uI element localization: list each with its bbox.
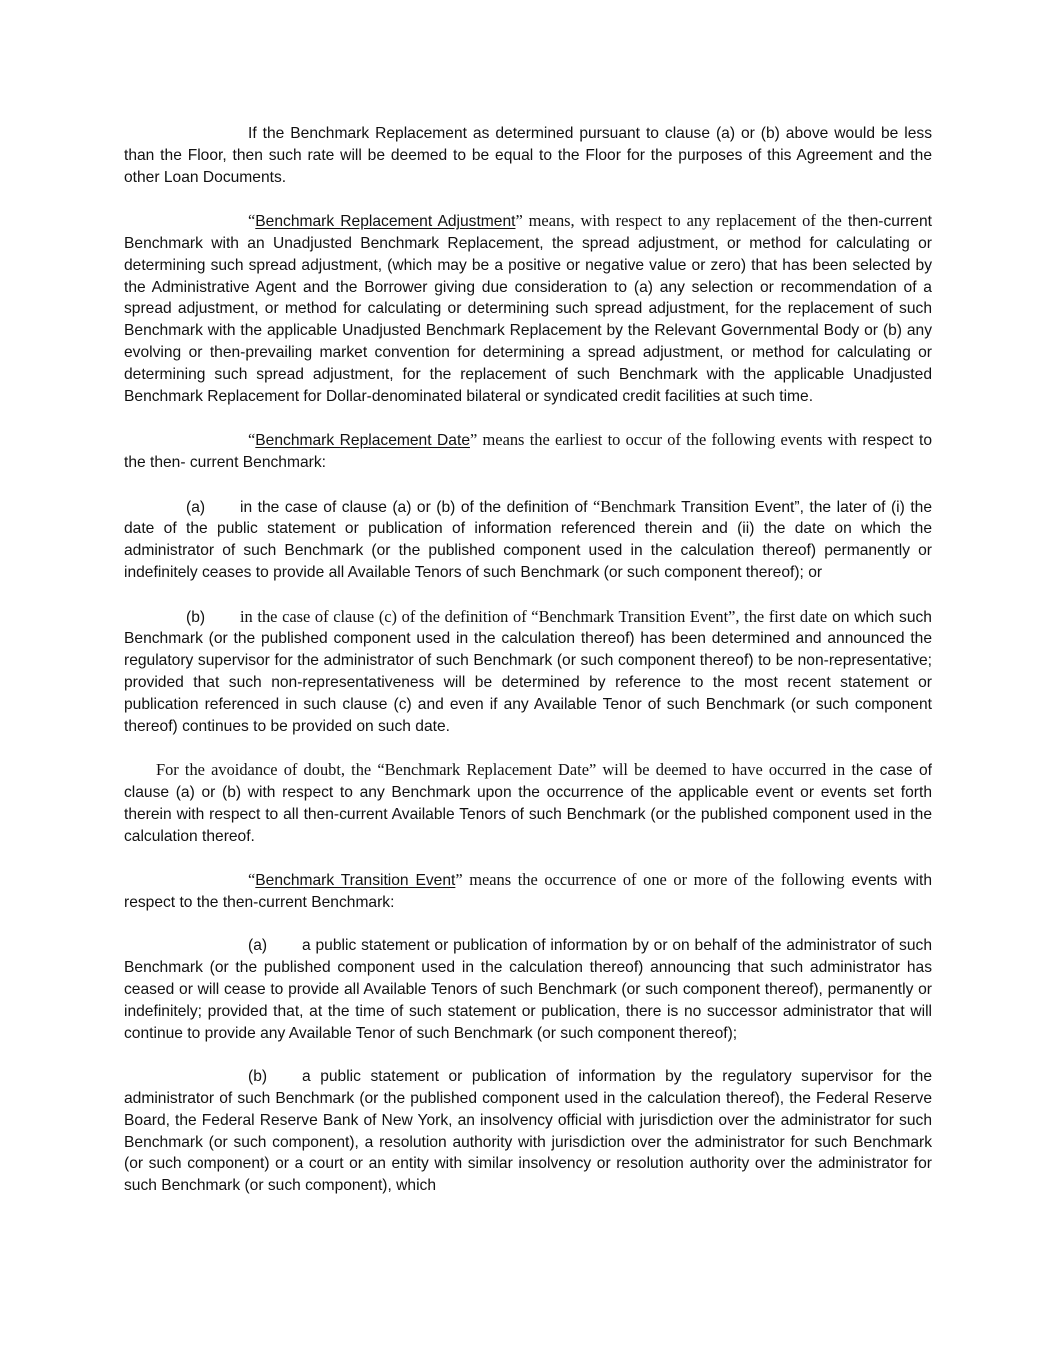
avoidance-lead: For the avoidance of doubt, the [156,760,378,780]
floor-paragraph-text: If the Benchmark Replacement as determined pursuant to clause (a) or (b) above would be less than the Floor, then such rate will be deemed to be equal to the Floor for the purposes of this Agreement and the other Loan Documents. [124,125,932,186]
adjustment-definition [124,210,932,407]
definition-body: events with respect to the then-current Benchmark: [124,872,933,911]
item-label: (a) [248,937,268,955]
avoidance-body: the case of clause (a) or (b) with respect to any Benchmark upon the occurrence of the applicable event or events set forth therein with respect to all then-current Available Tenors of such Benchmark (or the published component used in the calculation thereof. [124,762,932,845]
avoidance-paragraph [124,759,932,847]
replacement-date-item-b [124,606,932,738]
open-quote: “ [248,870,256,890]
item-label: (b) [186,608,206,626]
item-text-serif: “Benchmark [593,496,682,516]
item-text: a public statement or publication of information by the regulatory supervisor for the administrator of such Benchmark (or the published component used in the calculation thereof), the Federal Reserve Board, the Federal Reserve Bank of New York, an insolvency official with jurisdiction over the administrator for such Benchmark (or such component), a resolution authority with jurisdiction over the administrator for such Benchmark (or such component) or a court or an entity with similar insolvency or resolution authority over the administrator for such Benchmark (or such component), which [124,1068,932,1195]
means-phrase: ” means the occurrence of one or more of the following [455,870,845,890]
open-quote: “ [248,430,256,450]
document-page [124,123,932,1219]
item-label: (b) [248,1068,268,1086]
item-text: a public statement or publication of information by or on behalf of the administrator of such Benchmark (or the published component used in the calculation thereof) announcing that such administrator has ceased or will cease to provide all Available Tenors of such Benchmark (or such component thereof), permanently or indefinitely; provided that, at the time of such statement or publication, there is no successor administrator that will continue to provide any Available Tenor of such Benchmark (or such component thereof); [124,937,932,1042]
avoidance-serif: “Benchmark Replacement Date” will be deemed to have occurred in [377,760,846,780]
replacement-date-definition [124,429,932,474]
floor-paragraph [124,123,932,188]
defined-term: Benchmark Replacement Adjustment [255,213,516,231]
open-quote: “ [248,211,256,231]
item-label: (a) [186,498,206,516]
item-text-post: Transition Event”, the later of (i) the date of the public statement or publication of information referenced therein and (ii) the date on which the administrator of such Benchmark (or the published component used in the calculation thereof) permanently or indefinitely ceases to provide all Available Tenors of such Benchmark (or such component thereof); or [124,498,932,581]
defined-term: Benchmark Transition Event [255,872,456,890]
defined-term: Benchmark Replacement Date [255,432,470,450]
transition-event-item-a [124,935,932,1044]
transition-event-item-b [124,1066,932,1197]
means-phrase: ” means the earliest to occur of the following events with [470,430,857,450]
transition-event-definition [124,869,932,914]
replacement-date-item-a [124,496,932,584]
definition-body: respect to the then- current Benchmark: [124,432,932,471]
item-text-pre: in the case of clause (a) or (b) of the definition of [240,498,594,516]
item-text: on which such Benchmark (or the published component used in the calculation thereof) has been determined and announced the regulatory supervisor for the administrator of such Benchmark (or such component thereof) to be non-representative; provided that such non-representativeness will be determined by reference to the most recent statement or publication referenced in such clause (c) and even if any Available Tenor of such Benchmark (or such component thereof) continues to be provided on such date. [124,608,932,735]
item-lead-serif: in the case of clause (c) of the definition of “Benchmark Transition Event”, the first date [240,606,828,626]
means-phrase: ” means, with respect to any replacement of the [515,211,842,231]
definition-body: then-current Benchmark with an Unadjusted Benchmark Replacement, the spread adjustment, or method for calculating or determining such spread adjustment, (which may be a positive or negative value or zero) that has been selected by the Administrative Agent and the Borrower giving due consideration to (a) any selection or recommendation of a spread adjustment, or method for calculating or determining such spread adjustment, for the replacement of such Benchmark with the applicable Unadjusted Benchmark Replacement by the Relevant Governmental Body or (b) any evolving or then-prevailing market convention for determining a spread adjustment, or method for calculating or determining such spread adjustment, for the replacement of such Benchmark with the applicable Unadjusted Benchmark Replacement for Dollar-denominated bilateral or syndicated credit facilities at such time. [124,213,932,405]
